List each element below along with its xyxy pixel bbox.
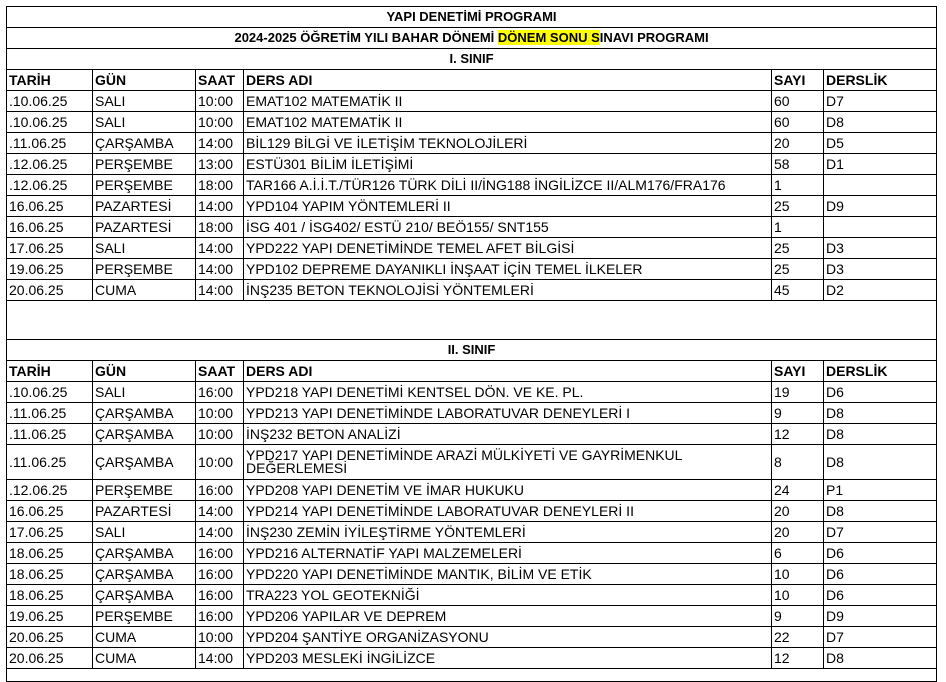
table-row [7, 606, 937, 627]
cell-derslik: D7 [824, 522, 937, 543]
cell-tarih: 17.06.25 [7, 522, 93, 543]
cell-ders: EMAT102 MATEMATİK II [244, 112, 772, 133]
cell-ders: YPD217 YAPI DENETİMİNDE ARAZİ MÜLKİYETİ VE GAYRİMENKUL DEĞERLEMESİ [244, 445, 772, 480]
table-row [7, 424, 937, 445]
cell-ders: YPD206 YAPILAR VE DEPREM [244, 606, 772, 627]
cell-saat: 14:00 [196, 280, 244, 301]
cell-tarih: .12.06.25 [7, 154, 93, 175]
cell-gun: ÇARŞAMBA [93, 403, 196, 424]
cell-gun: PERŞEMBE [93, 606, 196, 627]
cell-gun: SALI [93, 522, 196, 543]
cell-gun: CUMA [93, 280, 196, 301]
cell-derslik: D6 [824, 564, 937, 585]
header-tarih: TARİH [7, 70, 93, 91]
table-row [7, 564, 937, 585]
cell-derslik: D7 [824, 627, 937, 648]
header-saat: SAAT [196, 361, 244, 382]
table-row [7, 543, 937, 564]
table-row [7, 648, 937, 669]
cell-saat: 10:00 [196, 445, 244, 480]
cell-derslik: D6 [824, 382, 937, 403]
cell-gun: SALI [93, 382, 196, 403]
table-row [7, 217, 937, 238]
cell-saat: 14:00 [196, 522, 244, 543]
cell-sayi: 10 [772, 585, 824, 606]
cell-saat: 16:00 [196, 480, 244, 501]
cell-saat: 10:00 [196, 424, 244, 445]
cell-tarih: .11.06.25 [7, 133, 93, 154]
cell-sayi: 19 [772, 382, 824, 403]
cell-ders: YPD222 YAPI DENETİMİNDE TEMEL AFET BİLGİSİ [244, 238, 772, 259]
cell-saat: 10:00 [196, 91, 244, 112]
highlighted-text: DÖNEM SONU S [497, 30, 600, 45]
cell-saat: 14:00 [196, 648, 244, 669]
cell-ders: İSG 401 / İSG402/ ESTÜ 210/ BEÖ155/ SNT155 [244, 217, 772, 238]
cell-gun: SALI [93, 91, 196, 112]
column-header-row [7, 70, 937, 91]
cell-ders: YPD218 YAPI DENETİMİ KENTSEL DÖN. VE KE. PL. [244, 382, 772, 403]
cell-sayi: 25 [772, 259, 824, 280]
cell-gun: ÇARŞAMBA [93, 543, 196, 564]
table-row [7, 585, 937, 606]
cell-gun: ÇARŞAMBA [93, 585, 196, 606]
cell-sayi: 60 [772, 112, 824, 133]
cell-sayi: 20 [772, 133, 824, 154]
cell-gun: PAZARTESİ [93, 217, 196, 238]
cell-gun: ÇARŞAMBA [93, 424, 196, 445]
cell-sayi: 6 [772, 543, 824, 564]
header-ders: DERS ADI [244, 70, 772, 91]
cell-tarih: 18.06.25 [7, 585, 93, 606]
cell-gun: CUMA [93, 627, 196, 648]
cell-tarih: 16.06.25 [7, 501, 93, 522]
cell-tarih: 20.06.25 [7, 627, 93, 648]
cell-ders: İNŞ230 ZEMİN İYİLEŞTİRME YÖNTEMLERİ [244, 522, 772, 543]
section-spacer [7, 301, 937, 340]
cell-ders: YPD203 MESLEKİ İNGİLİZCE [244, 648, 772, 669]
cell-sayi: 45 [772, 280, 824, 301]
table-row [7, 480, 937, 501]
cell-tarih: 18.06.25 [7, 564, 93, 585]
cell-sayi: 58 [772, 154, 824, 175]
cell-derslik: D5 [824, 133, 937, 154]
cell-sayi: 9 [772, 403, 824, 424]
cell-tarih: 16.06.25 [7, 217, 93, 238]
table-row [7, 112, 937, 133]
section-title-row [7, 49, 937, 70]
table-row [7, 238, 937, 259]
cell-gun: PERŞEMBE [93, 175, 196, 196]
cell-saat: 14:00 [196, 238, 244, 259]
header-tarih: TARİH [7, 361, 93, 382]
table-row [7, 133, 937, 154]
cell-tarih: .10.06.25 [7, 382, 93, 403]
subtitle-text: 2024-2025 ÖĞRETİM YILI BAHAR DÖNEMİ [234, 30, 498, 45]
cell-derslik: D9 [824, 606, 937, 627]
cell-derslik: D1 [824, 154, 937, 175]
cell-derslik: D6 [824, 585, 937, 606]
header-sayi: SAYI [772, 70, 824, 91]
header-derslik: DERSLİK [824, 70, 937, 91]
cell-ders: EMAT102 MATEMATİK II [244, 91, 772, 112]
cell-saat: 14:00 [196, 133, 244, 154]
cell-saat: 18:00 [196, 217, 244, 238]
cell-gun: PAZARTESİ [93, 501, 196, 522]
cell-sayi: 25 [772, 238, 824, 259]
cell-sayi: 60 [772, 91, 824, 112]
cell-saat: 16:00 [196, 543, 244, 564]
cell-derslik: D6 [824, 543, 937, 564]
exam-schedule-table [6, 6, 937, 682]
cell-sayi: 9 [772, 606, 824, 627]
cell-gun: ÇARŞAMBA [93, 445, 196, 480]
cell-tarih: .10.06.25 [7, 112, 93, 133]
cell-derslik: D8 [824, 112, 937, 133]
header-gun: GÜN [93, 361, 196, 382]
section-title-row [7, 340, 937, 361]
section-title: II. SINIF [7, 340, 937, 361]
cell-gun: CUMA [93, 648, 196, 669]
table-row [7, 91, 937, 112]
cell-tarih: 20.06.25 [7, 648, 93, 669]
cell-ders: İNŞ232 BETON ANALİZİ [244, 424, 772, 445]
cell-tarih: .11.06.25 [7, 445, 93, 480]
cell-derslik: D3 [824, 238, 937, 259]
table-row [7, 445, 937, 480]
cell-tarih: .11.06.25 [7, 403, 93, 424]
cell-sayi: 25 [772, 196, 824, 217]
cell-tarih: 17.06.25 [7, 238, 93, 259]
cell-ders: YPD216 ALTERNATİF YAPI MALZEMELERİ [244, 543, 772, 564]
cell-saat: 14:00 [196, 501, 244, 522]
cell-sayi: 12 [772, 424, 824, 445]
table-row [7, 175, 937, 196]
cell-sayi: 10 [772, 564, 824, 585]
cell-tarih: 19.06.25 [7, 259, 93, 280]
table-row [7, 403, 937, 424]
table-row [7, 522, 937, 543]
cell-ders: YPD102 DEPREME DAYANIKLI İNŞAAT İÇİN TEMEL İLKELER [244, 259, 772, 280]
table-row [7, 280, 937, 301]
cell-ders: YPD213 YAPI DENETİMİNDE LABORATUVAR DENEYLERİ I [244, 403, 772, 424]
cell-ders: YPD220 YAPI DENETİMİNDE MANTIK, BİLİM VE ETİK [244, 564, 772, 585]
cell-ders: TRA223 YOL GEOTEKNİĞİ [244, 585, 772, 606]
cell-sayi: 20 [772, 522, 824, 543]
cell-saat: 16:00 [196, 606, 244, 627]
table-row [7, 627, 937, 648]
cell-ders: BİL129 BİLGİ VE İLETİŞİM TEKNOLOJİLERİ [244, 133, 772, 154]
cell-tarih: 16.06.25 [7, 196, 93, 217]
cell-derslik: D2 [824, 280, 937, 301]
cell-ders: YPD104 YAPIM YÖNTEMLERİ II [244, 196, 772, 217]
cell-saat: 14:00 [196, 259, 244, 280]
cell-gun: PERŞEMBE [93, 259, 196, 280]
document-title: YAPI DENETİMİ PROGRAMI [7, 7, 937, 28]
cell-sayi: 1 [772, 217, 824, 238]
cell-ders: YPD204 ŞANTİYE ORGANİZASYONU [244, 627, 772, 648]
header-derslik: DERSLİK [824, 361, 937, 382]
cell-derslik: D8 [824, 445, 937, 480]
cell-ders: ESTÜ301 BİLİM İLETİŞİMİ [244, 154, 772, 175]
cell-saat: 16:00 [196, 382, 244, 403]
header-saat: SAAT [196, 70, 244, 91]
cell-sayi: 8 [772, 445, 824, 480]
cell-gun: SALI [93, 238, 196, 259]
cell-gun: ÇARŞAMBA [93, 564, 196, 585]
cell-derslik: D3 [824, 259, 937, 280]
cell-derslik: D8 [824, 648, 937, 669]
column-header-row [7, 361, 937, 382]
cell-gun: PERŞEMBE [93, 154, 196, 175]
cell-saat: 10:00 [196, 627, 244, 648]
cell-gun: PAZARTESİ [93, 196, 196, 217]
subtitle-text-end: INAVI PROGRAMI [599, 30, 709, 45]
cell-derslik: D8 [824, 403, 937, 424]
cell-tarih: .12.06.25 [7, 175, 93, 196]
cell-ders: İNŞ235 BETON TEKNOLOJİSİ YÖNTEMLERİ [244, 280, 772, 301]
cell-tarih: .11.06.25 [7, 424, 93, 445]
header-ders: DERS ADI [244, 361, 772, 382]
cell-sayi: 1 [772, 175, 824, 196]
cell-derslik: P1 [824, 480, 937, 501]
section-title: I. SINIF [7, 49, 937, 70]
document-subtitle [7, 28, 937, 49]
cell-ders: TAR166 A.İ.İ.T./TÜR126 TÜRK DİLİ II/İNG188 İNGİLİZCE II/ALM176/FRA176 [244, 175, 772, 196]
cell-saat: 18:00 [196, 175, 244, 196]
cell-saat: 16:00 [196, 564, 244, 585]
cell-derslik: D9 [824, 196, 937, 217]
cell-saat: 13:00 [196, 154, 244, 175]
cell-tarih: .10.06.25 [7, 91, 93, 112]
table-row [7, 382, 937, 403]
cell-derslik: D8 [824, 501, 937, 522]
cell-gun: ÇARŞAMBA [93, 133, 196, 154]
table-row [7, 154, 937, 175]
cell-saat: 10:00 [196, 112, 244, 133]
cell-ders: YPD214 YAPI DENETİMİNDE LABORATUVAR DENEYLERİ II [244, 501, 772, 522]
cell-sayi: 22 [772, 627, 824, 648]
cell-derslik [824, 175, 937, 196]
cell-tarih: 18.06.25 [7, 543, 93, 564]
cell-sayi: 12 [772, 648, 824, 669]
cell-gun: PERŞEMBE [93, 480, 196, 501]
table-row [7, 501, 937, 522]
header-sayi: SAYI [772, 361, 824, 382]
cell-derslik [824, 217, 937, 238]
table-row [7, 196, 937, 217]
cell-sayi: 20 [772, 501, 824, 522]
cell-gun: SALI [93, 112, 196, 133]
cell-saat: 14:00 [196, 196, 244, 217]
table-end-row [7, 669, 937, 682]
header-gun: GÜN [93, 70, 196, 91]
cell-saat: 16:00 [196, 585, 244, 606]
cell-derslik: D7 [824, 91, 937, 112]
cell-saat: 10:00 [196, 403, 244, 424]
cell-sayi: 24 [772, 480, 824, 501]
cell-tarih: .12.06.25 [7, 480, 93, 501]
cell-derslik: D8 [824, 424, 937, 445]
cell-tarih: 20.06.25 [7, 280, 93, 301]
table-row [7, 259, 937, 280]
cell-ders: YPD208 YAPI DENETİM VE İMAR HUKUKU [244, 480, 772, 501]
cell-tarih: 19.06.25 [7, 606, 93, 627]
